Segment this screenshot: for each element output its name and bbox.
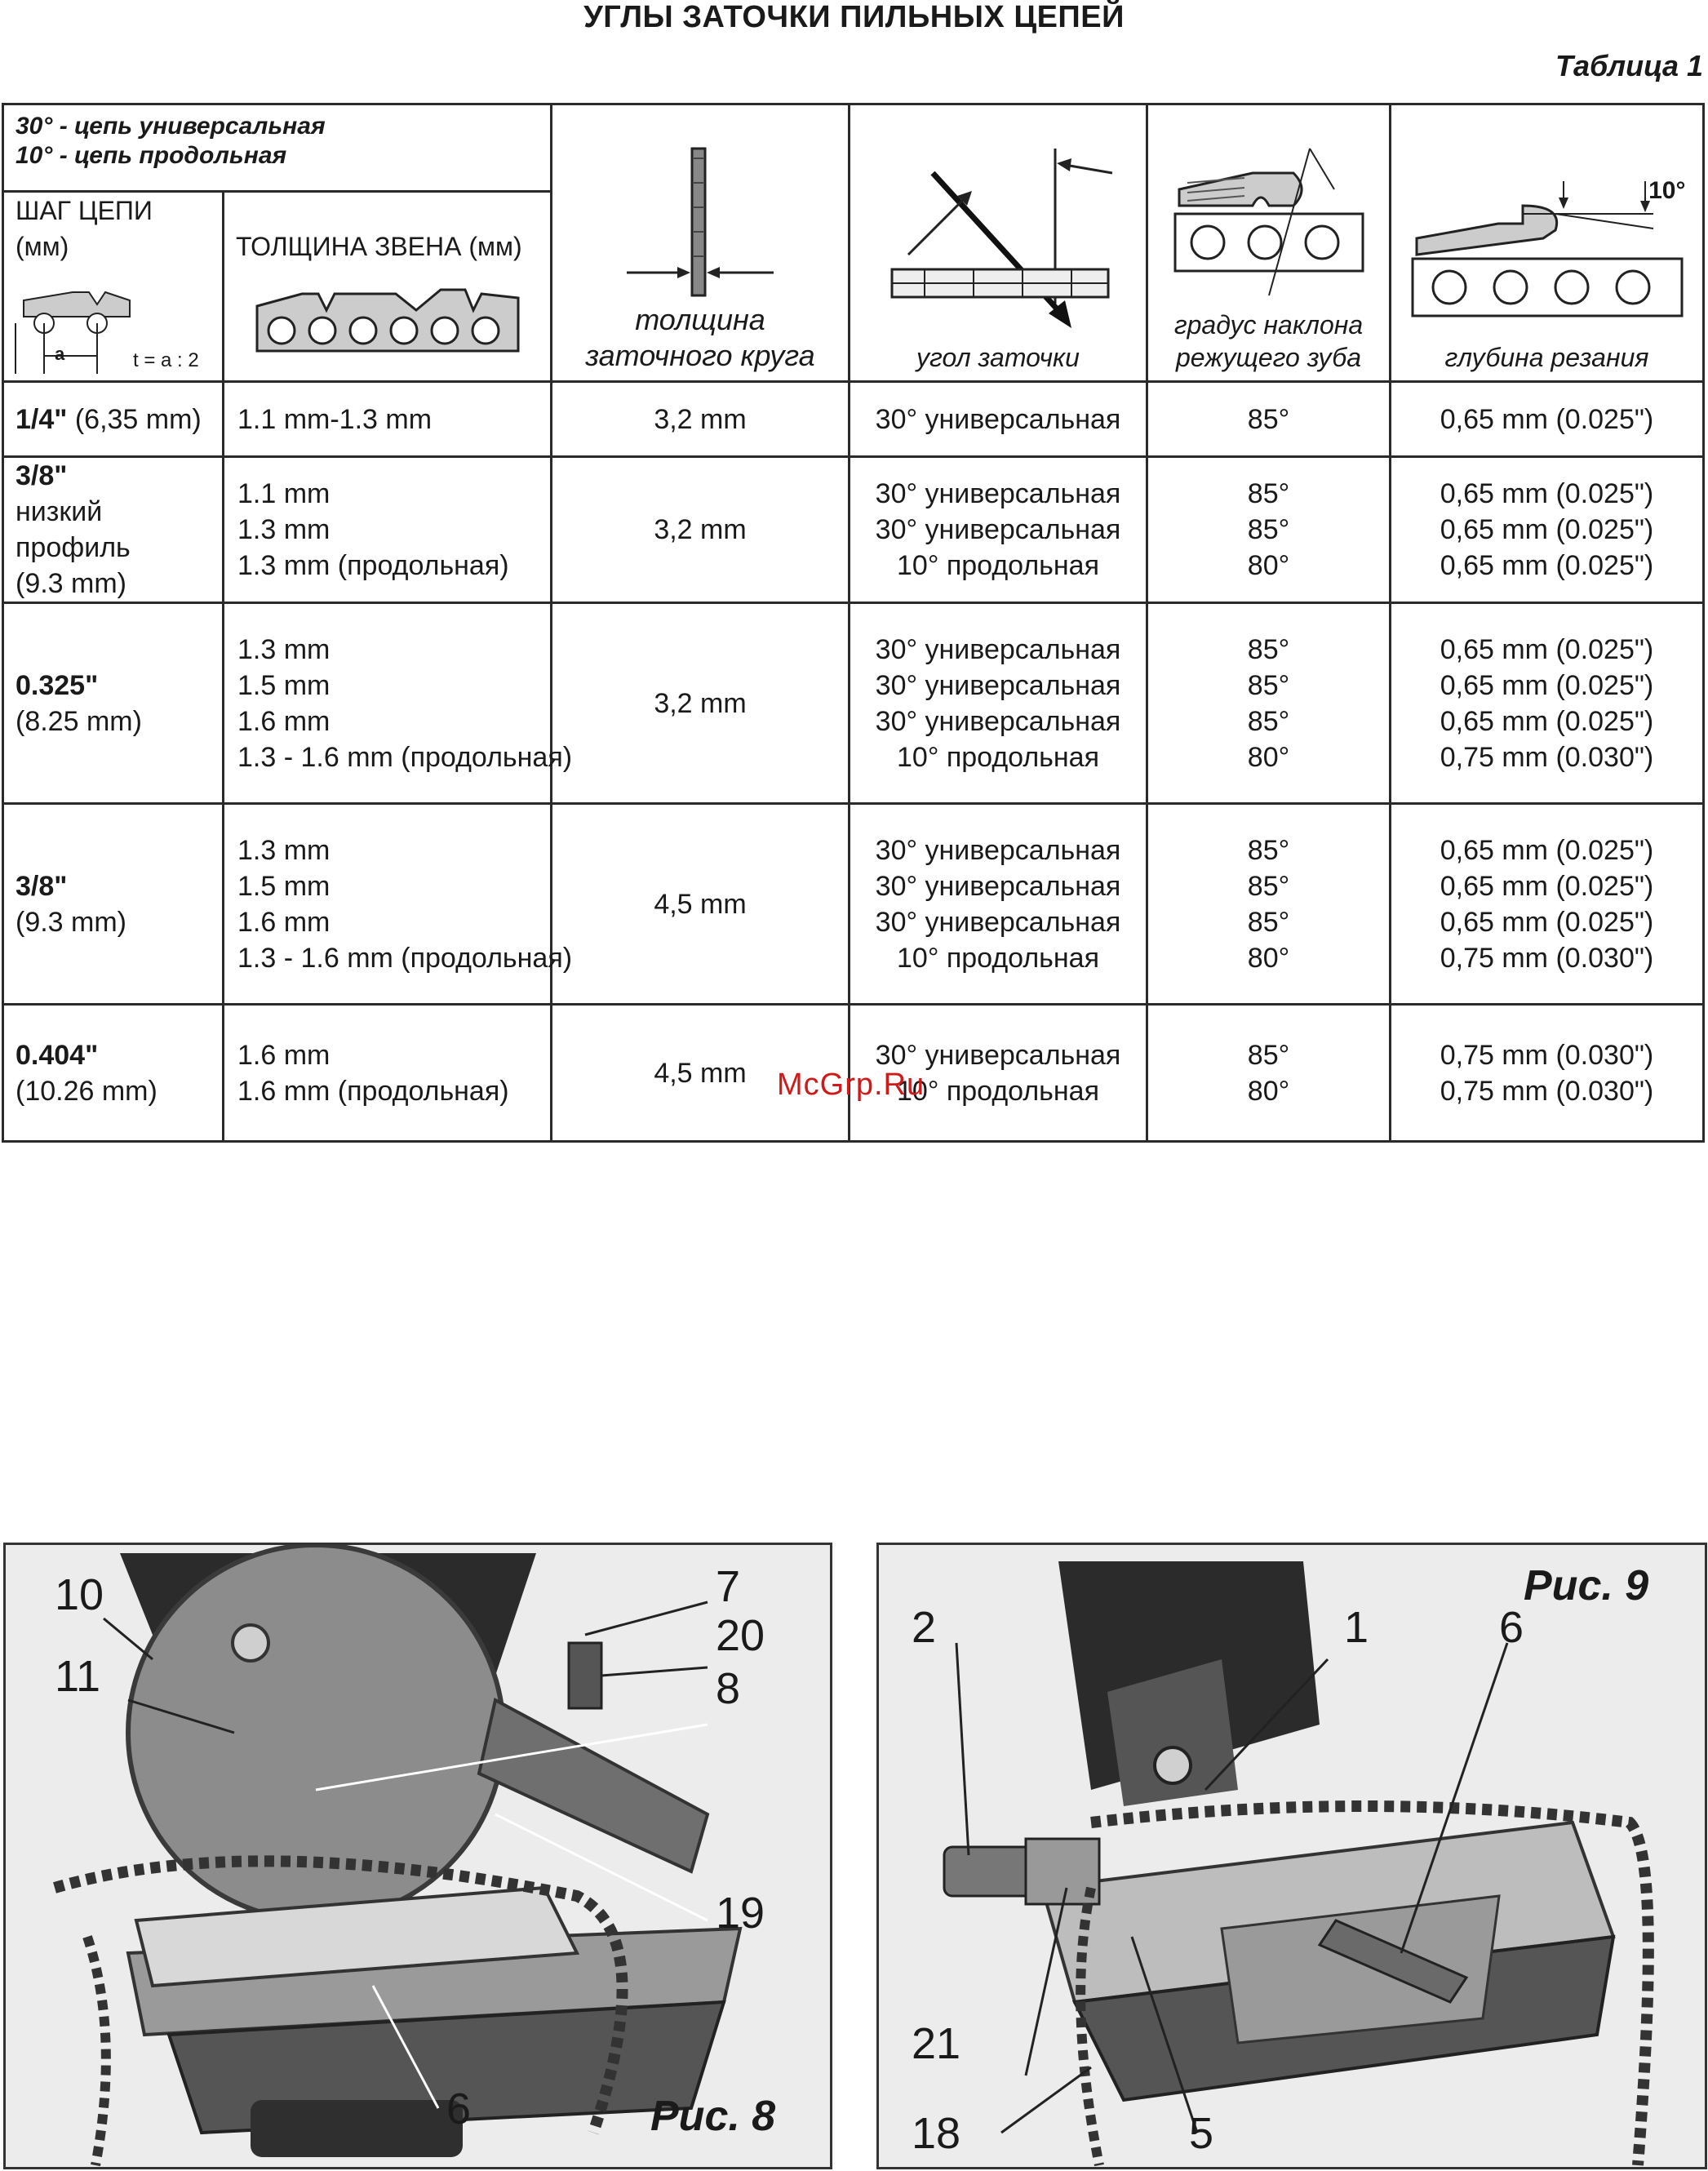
angle-cell: 30° универсальная 30° универсальная 10° продольная xyxy=(850,457,1147,603)
tooth-tilt-diagram xyxy=(1171,140,1367,304)
sharpening-table xyxy=(2,103,1705,1143)
table-row xyxy=(3,804,1704,1005)
pitch-diagram-cell xyxy=(3,264,224,382)
tilt-cell: 85° 85° 85° 80° xyxy=(1147,603,1391,804)
pitch-cell: 0.325" (8.25 mm) xyxy=(3,603,224,804)
gauge-diagram-cell xyxy=(224,264,552,382)
depth-header-label: глубина резания xyxy=(1444,343,1649,372)
depth-angle-label: 10° xyxy=(1648,177,1686,204)
tilt-header-line1: градус наклона xyxy=(1173,310,1364,340)
depth-cell: 0,65 mm (0.025") 0,65 mm (0.025") 0,65 mm (0.025") 0,75 mm (0.030") xyxy=(1391,804,1704,1005)
angle-header-label: угол заточки xyxy=(916,343,1080,372)
tilt-header-line2: режущего зуба xyxy=(1175,343,1362,372)
angle-cell: 30° универсальная 30° универсальная 30° универсальная 10° продольная xyxy=(850,804,1147,1005)
page-title: УГЛЫ ЗАТОЧКИ ПИЛЬНЫХ ЦЕПЕЙ xyxy=(583,0,1125,34)
wheel-cell: 3,2 mm xyxy=(552,603,850,804)
gauge-cell: 1.6 mm 1.6 mm (продольная) xyxy=(224,1005,552,1142)
depth-cell: 0,65 mm (0.025") 0,65 mm (0.025") 0,65 mm (0.025") xyxy=(1391,457,1704,603)
callout-2: 2 xyxy=(912,1603,937,1652)
callout-18: 18 xyxy=(912,2109,961,2158)
callout-6: 6 xyxy=(1499,1603,1524,1652)
pitch-formula: t = a : 2 xyxy=(133,349,199,371)
callout-5: 5 xyxy=(1189,2109,1214,2158)
legend-universal: 30° - цепь универсальная xyxy=(16,113,326,140)
gauge-cell: 1.1 mm 1.3 mm 1.3 mm (продольная) xyxy=(224,457,552,603)
pitch-header: ШАГ ЦЕПИ (мм) xyxy=(3,192,224,265)
pitch-cell: 3/8" низкий профиль (9.3 mm) xyxy=(3,457,224,603)
callout-19: 19 xyxy=(716,1889,765,1938)
tilt-cell: 85° 85° 85° 80° xyxy=(1147,804,1391,1005)
angle-cell: 30° универсальная 30° универсальная 30° универсальная 10° продольная xyxy=(850,603,1147,804)
grinding-wheel-diagram xyxy=(619,142,782,297)
pitch-cell: 0.404" (10.26 mm) xyxy=(3,1005,224,1142)
tilt-cell: 85° 80° xyxy=(1147,1005,1391,1142)
tilt-cell: 85° xyxy=(1147,382,1391,457)
depth-cell: 0,65 mm (0.025") xyxy=(1391,382,1704,457)
tilt-header xyxy=(1147,104,1391,382)
callout-7: 7 xyxy=(716,1562,741,1611)
wheel-header-line2: заточного круга xyxy=(585,339,815,372)
table-number: Таблица 1 xyxy=(1555,49,1703,82)
wheel-cell: 4,5 mm xyxy=(552,1005,850,1142)
wheel-cell: 3,2 mm xyxy=(552,382,850,457)
tilt-cell: 85° 85° 80° xyxy=(1147,457,1391,603)
watermark: McGrp.Ru xyxy=(777,1068,925,1102)
figure-8-caption: Рис. 8 xyxy=(650,2093,776,2140)
legend-ripping: 10° - цепь продольная xyxy=(16,142,287,169)
sharpening-angle-diagram xyxy=(876,140,1120,336)
wheel-cell: 4,5 mm xyxy=(552,804,850,1005)
angle-cell: 30° универсальная 10° продольная xyxy=(850,1005,1147,1142)
chain-gauge-diagram xyxy=(253,273,522,363)
pitch-cell: 3/8" (9.3 mm) xyxy=(3,804,224,1005)
figure-8-photo xyxy=(3,1543,832,2169)
table-row xyxy=(3,457,1704,603)
legend-cell xyxy=(3,104,552,192)
callout-8: 8 xyxy=(716,1664,741,1713)
gauge-cell: 1.1 mm-1.3 mm xyxy=(224,382,552,457)
table-row xyxy=(3,382,1704,457)
depth-cell: 0,75 mm (0.030") 0,75 mm (0.030") xyxy=(1391,1005,1704,1142)
wheel-header xyxy=(552,104,850,382)
callout-20: 20 xyxy=(716,1611,765,1660)
sharpener-photo-illustration-8 xyxy=(6,1545,830,2167)
cutting-depth-diagram xyxy=(1409,173,1686,336)
angle-header xyxy=(850,104,1147,382)
wheel-header-line1: толщина xyxy=(635,303,765,336)
figure-9-caption: Рис. 9 xyxy=(1524,1562,1649,1609)
table-row xyxy=(3,603,1704,804)
callout-21: 21 xyxy=(912,2019,961,2068)
pitch-cell: 1/4" (6,35 mm) xyxy=(3,382,224,457)
callout-1: 1 xyxy=(1344,1603,1369,1652)
depth-header xyxy=(1391,104,1704,382)
gauge-cell: 1.3 mm 1.5 mm 1.6 mm 1.3 - 1.6 mm (продольная) xyxy=(224,603,552,804)
callout-6: 6 xyxy=(446,2084,472,2133)
angle-cell: 30° универсальная xyxy=(850,382,1147,457)
callout-10: 10 xyxy=(55,1570,104,1619)
pitch-a-label: a xyxy=(55,344,65,364)
wheel-cell: 3,2 mm xyxy=(552,457,850,603)
gauge-cell: 1.3 mm 1.5 mm 1.6 mm 1.3 - 1.6 mm (продольная) xyxy=(224,804,552,1005)
depth-cell: 0,65 mm (0.025") 0,65 mm (0.025") 0,65 mm (0.025") 0,75 mm (0.030") xyxy=(1391,603,1704,804)
figure-9-photo xyxy=(876,1543,1707,2169)
sharpener-photo-illustration-9 xyxy=(879,1545,1705,2167)
gauge-header: ТОЛЩИНА ЗВЕНА (мм) xyxy=(224,192,552,265)
callout-11: 11 xyxy=(55,1652,101,1701)
